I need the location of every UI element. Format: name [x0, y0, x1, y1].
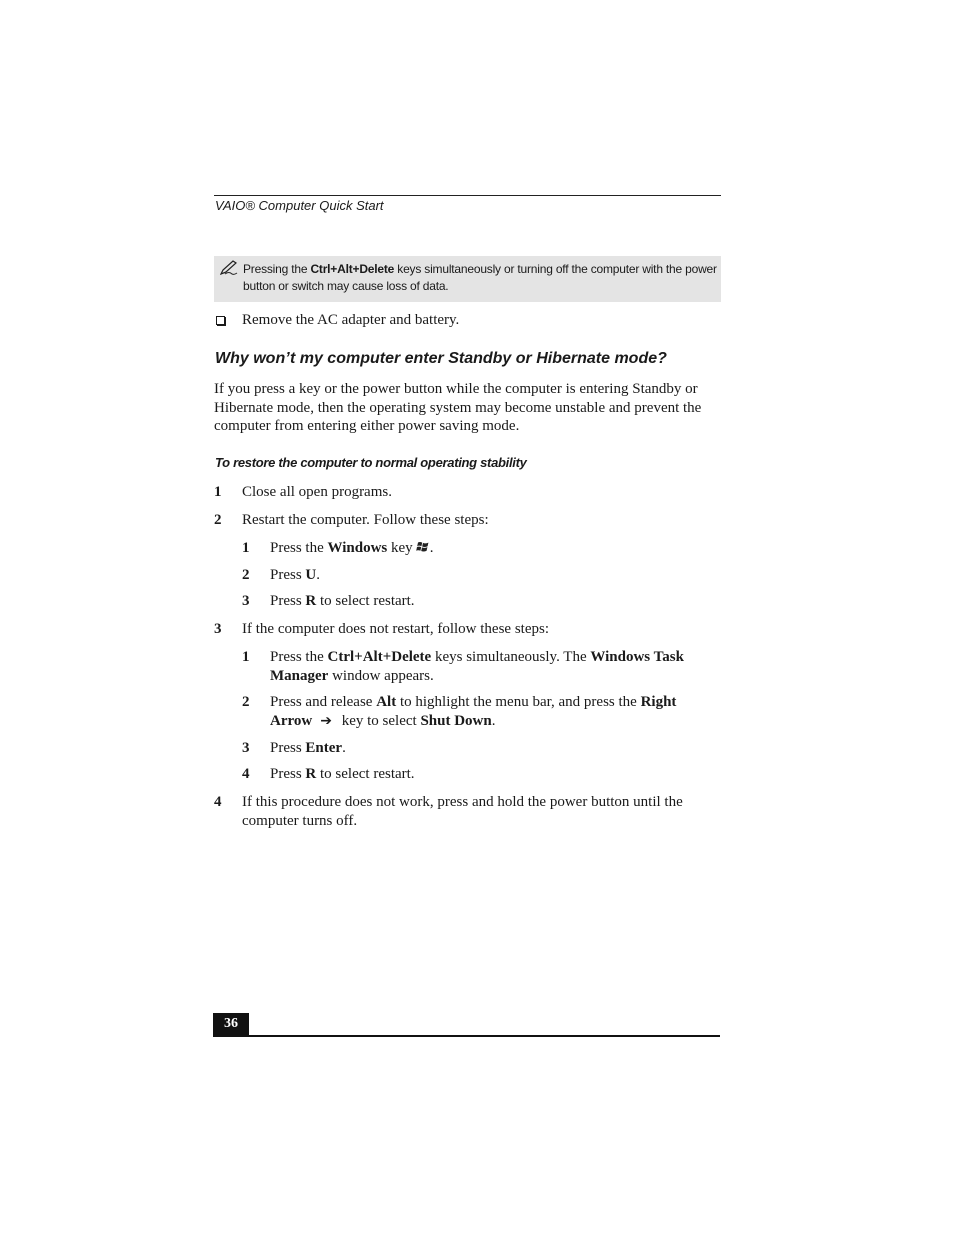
section-heading: Why won’t my computer enter Standby or Hibernate mode? — [215, 350, 667, 367]
running-header: VAIO® Computer Quick Start — [215, 198, 384, 213]
header-rule — [214, 195, 721, 196]
pencil-note-icon — [220, 260, 238, 276]
page-number: 36 — [213, 1013, 249, 1035]
step-number: 3 — [214, 621, 222, 637]
substep-number: 4 — [242, 766, 250, 782]
step-text: Restart the computer. Follow these steps: — [242, 512, 489, 528]
note-keys: Ctrl+Alt+Delete — [310, 262, 395, 276]
checkbox-item-text: Remove the AC adapter and battery. — [242, 312, 460, 328]
step-number: 1 — [214, 484, 222, 500]
substep-text: Press U. — [270, 567, 321, 583]
substep-number: 3 — [242, 593, 250, 609]
note-text: Pressing the Ctrl+Alt+Delete keys simultaneously or turning off the computer with the power button or switch may cause loss of data. — [243, 262, 717, 293]
substep-number: 1 — [242, 540, 250, 556]
substep-number: 2 — [242, 694, 250, 710]
substep-number: 3 — [242, 740, 250, 756]
procedure-heading: To restore the computer to normal operating stability — [215, 455, 527, 470]
substep-text: Press R to select restart. — [270, 766, 415, 782]
windows-logo-icon — [416, 541, 430, 553]
footer-rule — [213, 1035, 720, 1037]
note-box — [214, 256, 721, 302]
step-number: 2 — [214, 512, 222, 528]
step-number: 4 — [214, 794, 222, 810]
substep-text: Press Enter. — [270, 740, 346, 756]
step-text: If the computer does not restart, follow these steps: — [242, 621, 550, 637]
substep-text: Press the Windows key . — [270, 540, 434, 556]
substep-number: 1 — [242, 649, 250, 665]
substep-number: 2 — [242, 567, 250, 583]
substep-text: Press the Ctrl+Alt+Delete keys simultaneously. The Windows Task Manager window appears. — [270, 649, 684, 684]
step-text: Close all open programs. — [242, 484, 392, 500]
right-arrow-icon: ➔ — [320, 713, 332, 729]
step-text: If this procedure does not work, press and hold the power button until the computer turns off. — [242, 794, 683, 829]
substep-text: Press R to select restart. — [270, 593, 415, 609]
checkbox-bullet-icon — [216, 316, 225, 325]
section-paragraph: If you press a key or the power button while the computer is entering Standby or Hibernate mode, then the operating system may become unstable and prevent the computer from entering either power saving mode. — [214, 381, 702, 434]
substep-text: Press and release Alt to highlight the menu bar, and press the Right Arrow ➔ key to select Shut Down. — [270, 694, 677, 729]
